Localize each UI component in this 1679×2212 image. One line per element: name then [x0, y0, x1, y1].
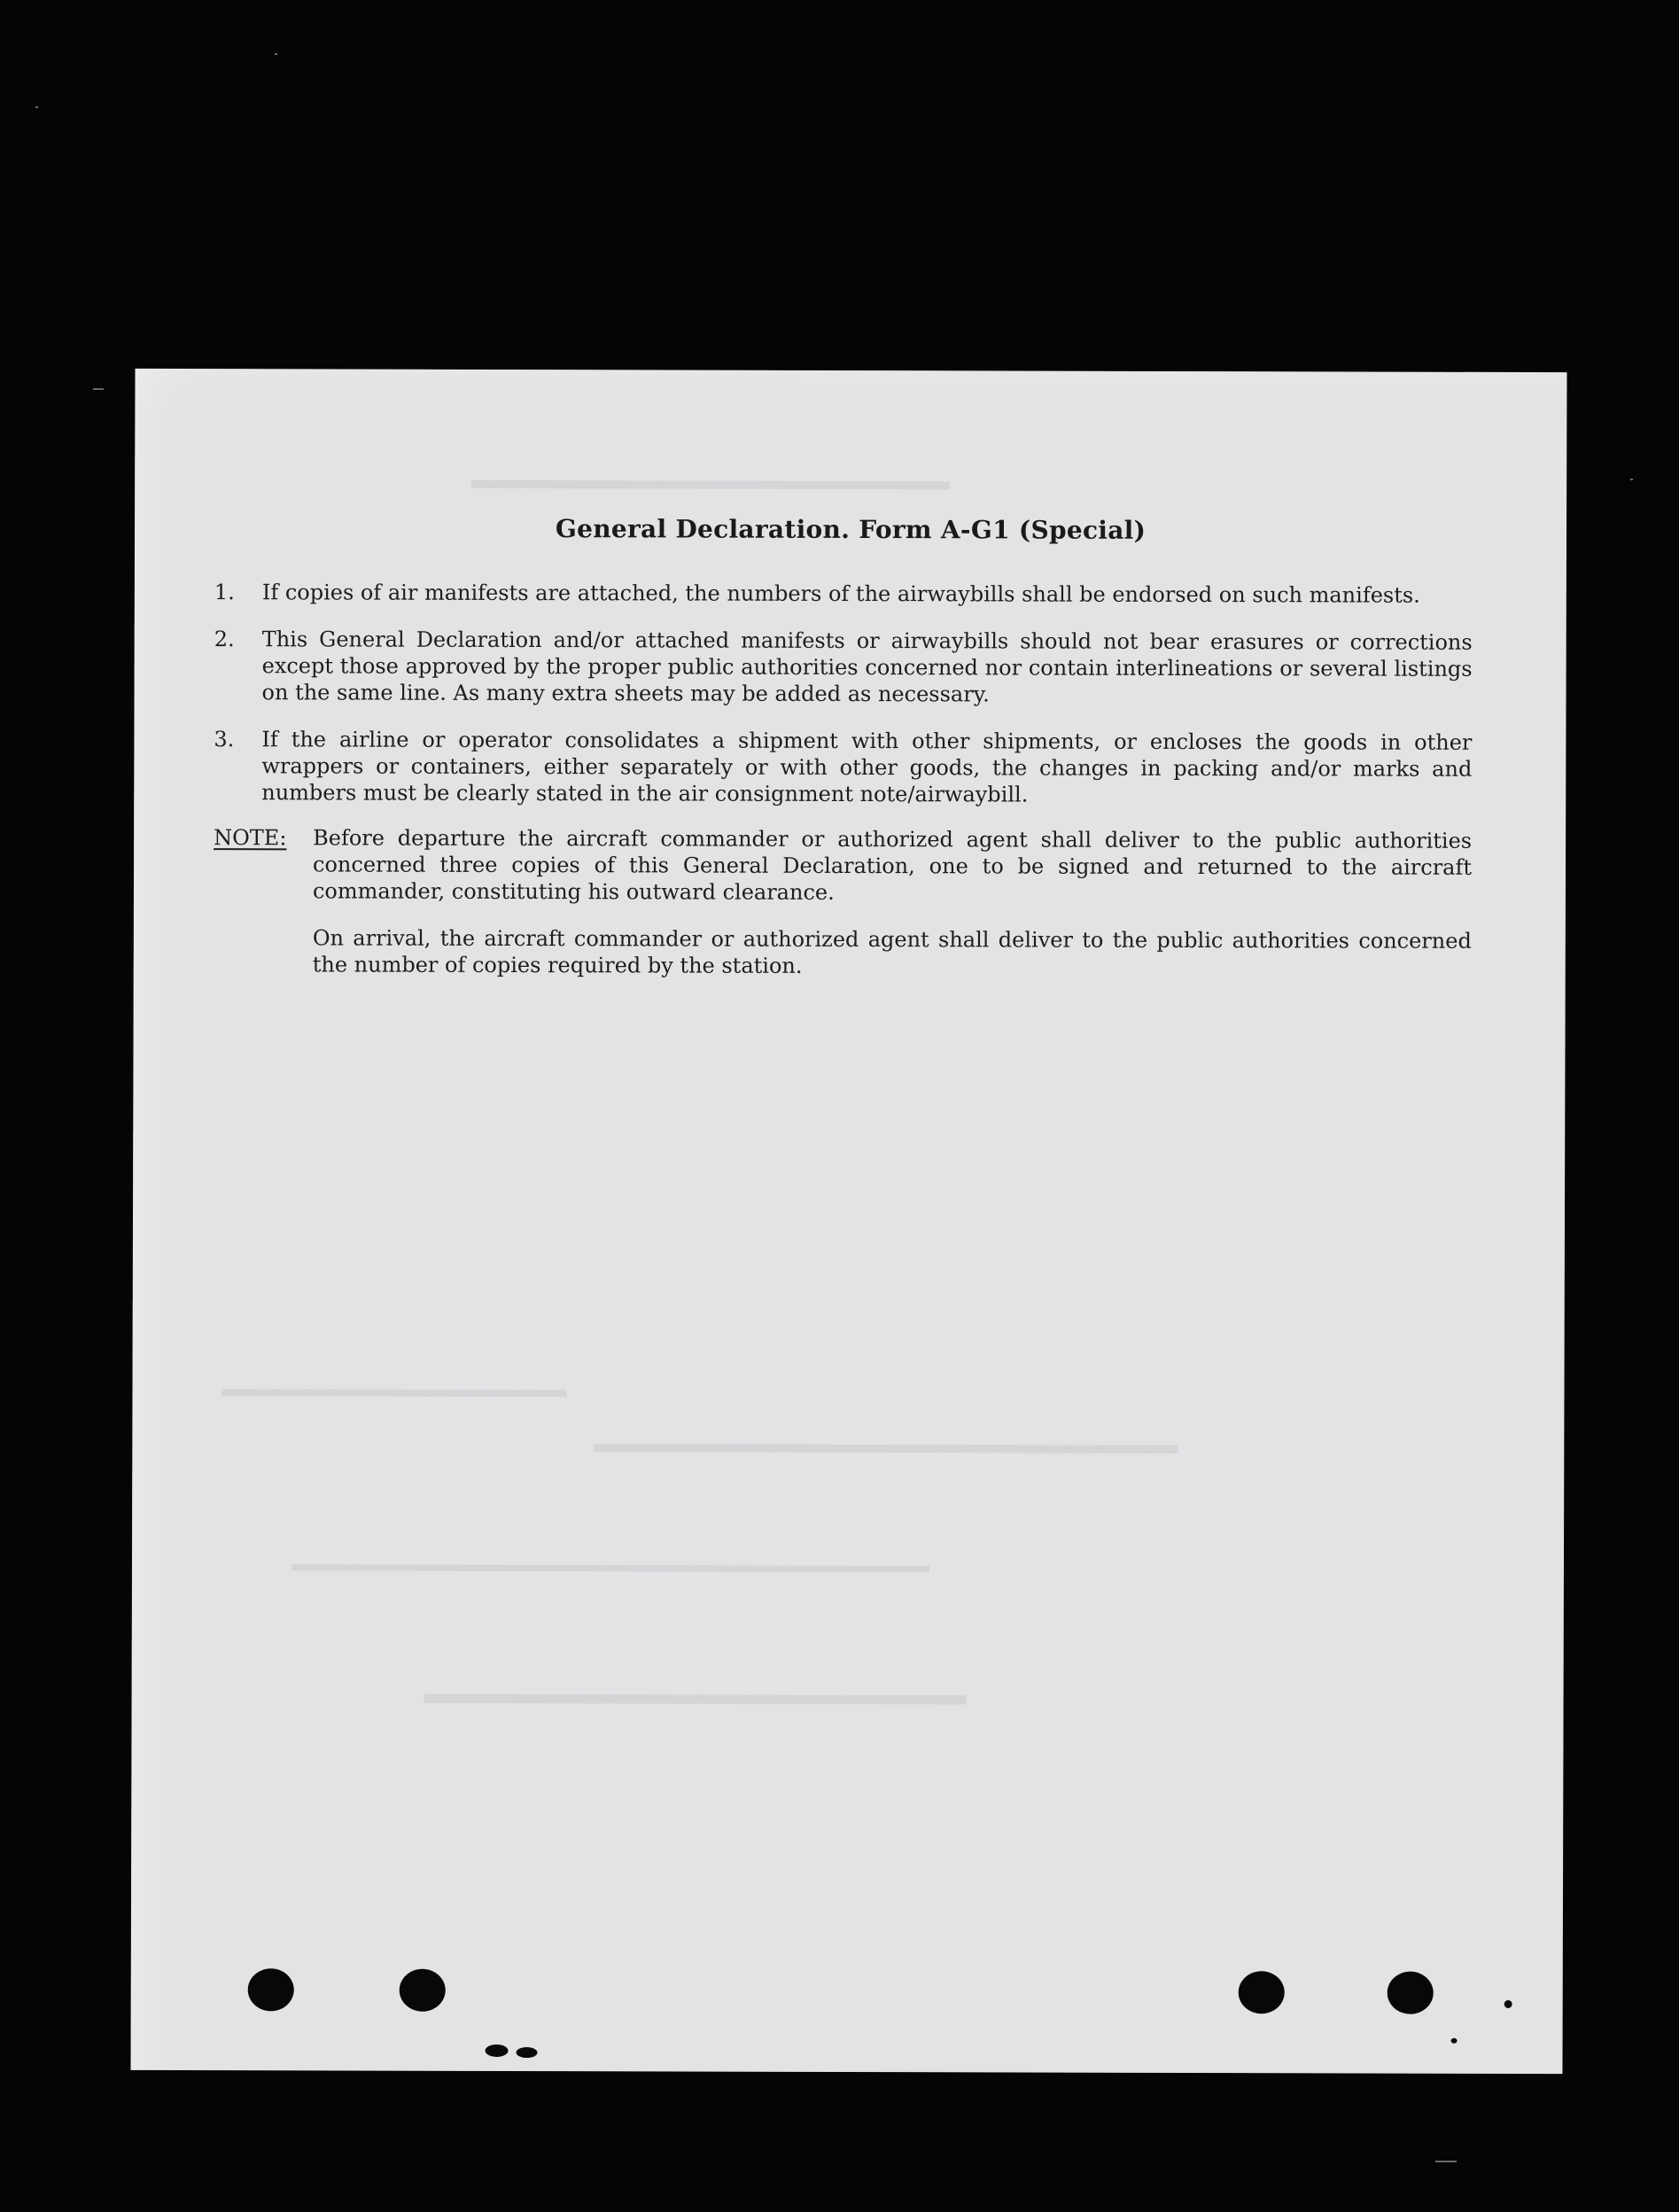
background-speck	[1630, 479, 1633, 480]
note-paragraph: On arrival, the aircraft commander or authorized agent shall deliver to the public authorities concerned the number of copies required by the station.	[312, 925, 1472, 978]
background-speck	[35, 106, 38, 108]
punch-hole	[1388, 1972, 1434, 2014]
instruction-number: 3.	[214, 727, 235, 752]
instruction-text: If the airline or operator consolidates a shipment with other shipments, or encloses the goods in other wrappers or containers, either separately or with other goods, the changes in packing and/or marks and numbers must be clearly stated in the air consignment note/airwaybill.	[261, 727, 1473, 807]
form-title: General Declaration. Form A-G1 (Special)	[555, 514, 1147, 545]
punch-hole	[248, 1968, 294, 2011]
instruction-item	[214, 726, 1473, 807]
bleed-through-mark: ▬▬▬▬▬▬▬▬▬▬▬▬▬▬▬▬▬▬	[424, 1676, 967, 1712]
instruction-number: 1.	[214, 580, 235, 605]
paper-speck	[1504, 2000, 1512, 2008]
background-speck	[275, 53, 277, 55]
note-paragraph: Before departure the aircraft commander or authorized agent shall deliver to the public authorities concerned three copies of this General Declaration, one to be signed and returned to the aircraft commander, constituting his outward clearance.	[312, 825, 1473, 905]
instruction-item	[214, 626, 1473, 707]
punch-hole	[1239, 1971, 1285, 2013]
note-label: NOTE:	[214, 825, 287, 851]
bleed-through-mark: ▬▬▬▬▬▬▬▬▬▬▬▬▬▬▬	[221, 1375, 567, 1403]
bleed-through-mark: ▬▬▬▬▬▬▬▬▬▬▬▬▬▬▬▬▬▬	[471, 464, 951, 496]
paper-speck	[517, 2047, 538, 2058]
instruction-text: If copies of air manifests are attached, the numbers of the airwaybills shall be endorsed on such manifests.	[261, 580, 1420, 608]
instruction-item	[214, 579, 1473, 608]
background-speck	[93, 388, 104, 390]
paper-speck	[486, 2045, 509, 2057]
bleed-through-mark: ▬▬▬▬▬▬▬▬▬▬▬▬▬▬▬▬▬▬▬▬▬▬▬▬▬▬▬▬▬▬	[291, 1552, 930, 1578]
document-page	[130, 369, 1566, 2074]
instruction-number: 2.	[214, 627, 235, 652]
punch-hole	[400, 1969, 446, 2012]
instruction-text: This General Declaration and/or attached manifests or airwaybills should not bear erasures or corrections except those approved by the proper public authorities concerned nor contain interlineations or several listings on the same line. As many extra sheets may be added as necessary.	[261, 627, 1473, 707]
bleed-through-mark: ▬▬▬▬▬▬▬▬▬▬▬▬▬▬▬▬▬▬▬▬▬▬	[593, 1429, 1178, 1460]
background-speck	[1435, 2161, 1457, 2162]
paper-speck	[1451, 2038, 1457, 2044]
